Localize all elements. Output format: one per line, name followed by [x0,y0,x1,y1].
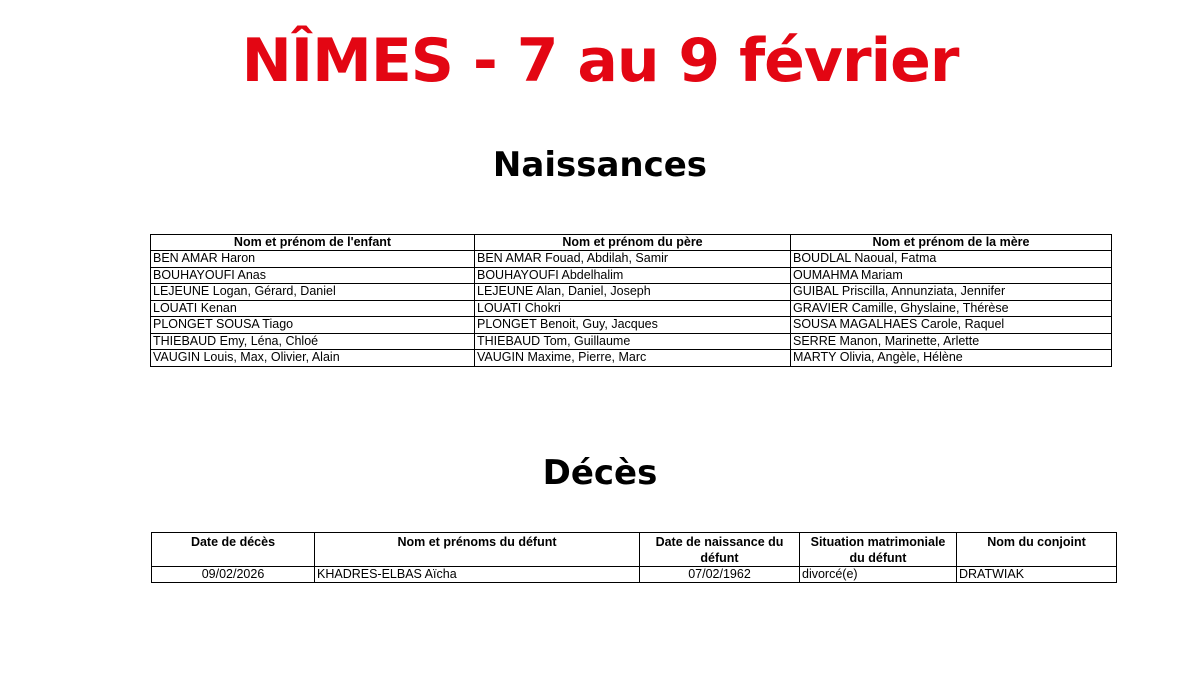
column-header-birth-date: Date de naissance du défunt [640,533,800,567]
father-name-cell: LOUATI Chokri [475,300,791,317]
mother-name-cell: GRAVIER Camille, Ghyslaine, Thérèse [791,300,1112,317]
deceased-name-cell: KHADRES-ELBAS Aïcha [315,567,640,583]
column-header-father-name: Nom et prénom du père [475,235,791,251]
father-name-cell: LEJEUNE Alan, Daniel, Joseph [475,284,791,301]
column-header-spouse-name: Nom du conjoint [957,533,1117,567]
column-header-child-name: Nom et prénom de l'enfant [151,235,475,251]
spouse-name-cell: DRATWIAK [957,567,1117,583]
table-row [151,350,1112,367]
child-name-cell: VAUGIN Louis, Max, Olivier, Alain [151,350,475,367]
column-header-deceased-name: Nom et prénoms du défunt [315,533,640,567]
mother-name-cell: GUIBAL Priscilla, Annunziata, Jennifer [791,284,1112,301]
mother-name-cell: OUMAHMA Mariam [791,267,1112,284]
table-row [151,300,1112,317]
births-table [150,234,1112,367]
father-name-cell: VAUGIN Maxime, Pierre, Marc [475,350,791,367]
father-name-cell: BEN AMAR Fouad, Abdilah, Samir [475,251,791,268]
births-heading: Naissances [492,145,708,185]
table-header-row [151,235,1112,251]
mother-name-cell: BOUDLAL Naoual, Fatma [791,251,1112,268]
table-row [152,567,1117,583]
table-row [151,317,1112,334]
marital-status-cell: divorcé(e) [800,567,957,583]
column-header-mother-name: Nom et prénom de la mère [791,235,1112,251]
table-row [151,333,1112,350]
child-name-cell: LEJEUNE Logan, Gérard, Daniel [151,284,475,301]
deaths-table [151,532,1117,583]
mother-name-cell: SOUSA MAGALHAES Carole, Raquel [791,317,1112,334]
birth-date-cell: 07/02/1962 [640,567,800,583]
table-header-row [152,533,1117,567]
death-date-cell: 09/02/2026 [152,567,315,583]
column-header-marital-status: Situation matrimoniale du défunt [800,533,957,567]
father-name-cell: PLONGET Benoit, Guy, Jacques [475,317,791,334]
child-name-cell: BOUHAYOUFI Anas [151,267,475,284]
child-name-cell: THIEBAUD Emy, Léna, Chloé [151,333,475,350]
mother-name-cell: SERRE Manon, Marinette, Arlette [791,333,1112,350]
deaths-heading: Décès [542,453,658,493]
father-name-cell: BOUHAYOUFI Abdelhalim [475,267,791,284]
child-name-cell: BEN AMAR Haron [151,251,475,268]
page-title: NÎMES - 7 au 9 février [241,26,959,96]
father-name-cell: THIEBAUD Tom, Guillaume [475,333,791,350]
table-row [151,267,1112,284]
column-header-death-date: Date de décès [152,533,315,567]
mother-name-cell: MARTY Olivia, Angèle, Hélène [791,350,1112,367]
table-row [151,284,1112,301]
child-name-cell: LOUATI Kenan [151,300,475,317]
table-row [151,251,1112,268]
child-name-cell: PLONGET SOUSA Tiago [151,317,475,334]
